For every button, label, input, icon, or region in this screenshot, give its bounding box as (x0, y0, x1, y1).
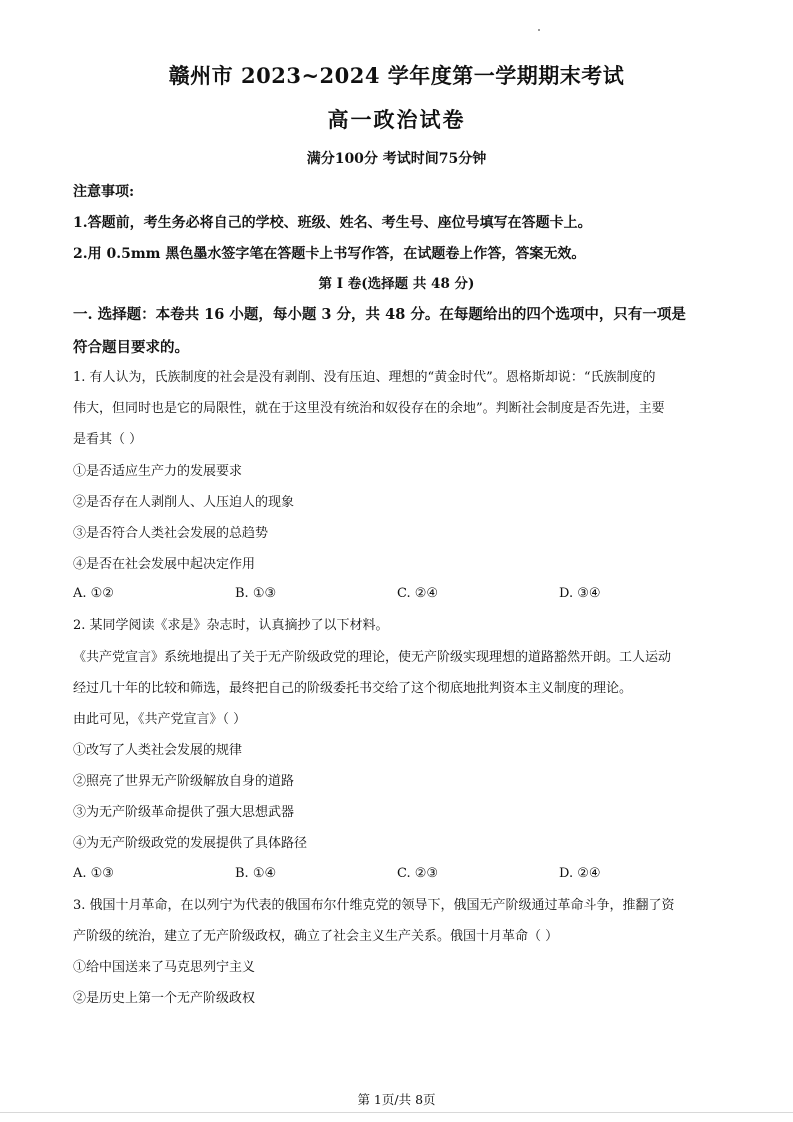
q3-statement-1: ①给中国送来了马克思列宁主义 (73, 960, 256, 975)
q3-stem-line1: 3. 俄国十月革命，在以列宁为代表的俄国布尔什维克党的领导下，俄国无产阶级通过革命斗争，推翻了资 (73, 898, 675, 913)
q2-stem-line1: 2. 某同学阅读《求是》杂志时，认真摘抄了以下材料。 (73, 618, 389, 633)
q3-stem-line2: 产阶级的统治，建立了无产阶级政权，确立了社会主义生产关系。俄国十月革命（ ） (73, 929, 559, 944)
exam-subtitle: 高一政治试卷 (327, 107, 466, 132)
notes-heading: 注意事项: (73, 184, 135, 200)
q2-options (73, 866, 733, 884)
q2-option-a: A. ①③ (73, 866, 114, 881)
part1-instructions-line1: 一. 选择题：本卷共 16 小题，每小题 3 分，共 48 分。在每题给出的四个选项中，只有一项是 (73, 306, 686, 323)
q1-option-d: D. ③④ (559, 586, 601, 601)
q2-option-b: B. ①④ (235, 866, 277, 881)
q2-material-line1: 《共产党宣言》系统地提出了关于无产阶级政党的理论，使无产阶级实现理想的道路豁然开朗。工人运动 (73, 650, 672, 665)
q2-statement-3: ③为无产阶级革命提供了强大思想武器 (73, 805, 295, 820)
q2-statement-4: ④为无产阶级政党的发展提供了具体路径 (73, 836, 308, 851)
notes-item-2: 2.用 0.5mm 黑色墨水签字笔在答题卡上书写作答，在试题卷上作答，答案无效。 (73, 246, 586, 262)
section-title: 第 I 卷(选择题 共 48 分) (318, 276, 475, 292)
exam-info: 满分100分 考试时间75分钟 (306, 151, 487, 167)
q2-statement-2: ②照亮了世界无产阶级解放自身的道路 (73, 774, 295, 789)
q1-statement-1: ①是否适应生产力的发展要求 (73, 464, 243, 479)
q2-statement-1: ①改写了人类社会发展的规律 (73, 743, 243, 758)
q1-statement-4: ④是否在社会发展中起决定作用 (73, 557, 256, 572)
q1-options (73, 586, 733, 604)
q2-question: 由此可见，《共产党宣言》（ ） (73, 712, 247, 727)
exam-title: 赣州市 2023~2024 学年度第一学期期末考试 (168, 63, 625, 88)
q1-statement-3: ③是否符合人类社会发展的总趋势 (73, 526, 269, 541)
q1-stem-line2: 伟大，但同时也是它的局限性，就在于这里没有统治和奴役存在的余地”。判断社会制度是否先进，主要 (73, 401, 665, 416)
scan-dot (538, 29, 540, 31)
q1-stem-line3: 是看其（ ） (73, 432, 143, 447)
q3-statement-2: ②是历史上第一个无产阶级政权 (73, 991, 256, 1006)
q1-statement-2: ②是否存在人剥削人、人压迫人的现象 (73, 495, 295, 510)
q2-option-c: C. ②③ (397, 866, 439, 881)
page-number: 第 1页/共 8页 (357, 1092, 436, 1107)
q2-option-d: D. ②④ (559, 866, 601, 881)
q1-option-a: A. ①② (73, 586, 114, 601)
notes-item-1: 1.答题前，考生务必将自己的学校、班级、姓名、考生号、座位号填写在答题卡上。 (73, 215, 592, 231)
q2-material-line2: 经过几十年的比较和筛选，最终把自己的阶级委托书交给了这个彻底地批判资本主义制度的理论。 (73, 681, 633, 696)
part1-instructions-line2: 符合题目要求的。 (73, 339, 189, 356)
q1-option-b: B. ①③ (235, 586, 277, 601)
q1-option-c: C. ②④ (397, 586, 439, 601)
q1-stem-line1: 1. 有人认为，氏族制度的社会是没有剥削、没有压迫、理想的“黄金时代”。恩格斯却说：“氏族制度的 (73, 370, 656, 385)
bottom-divider (0, 1112, 793, 1113)
